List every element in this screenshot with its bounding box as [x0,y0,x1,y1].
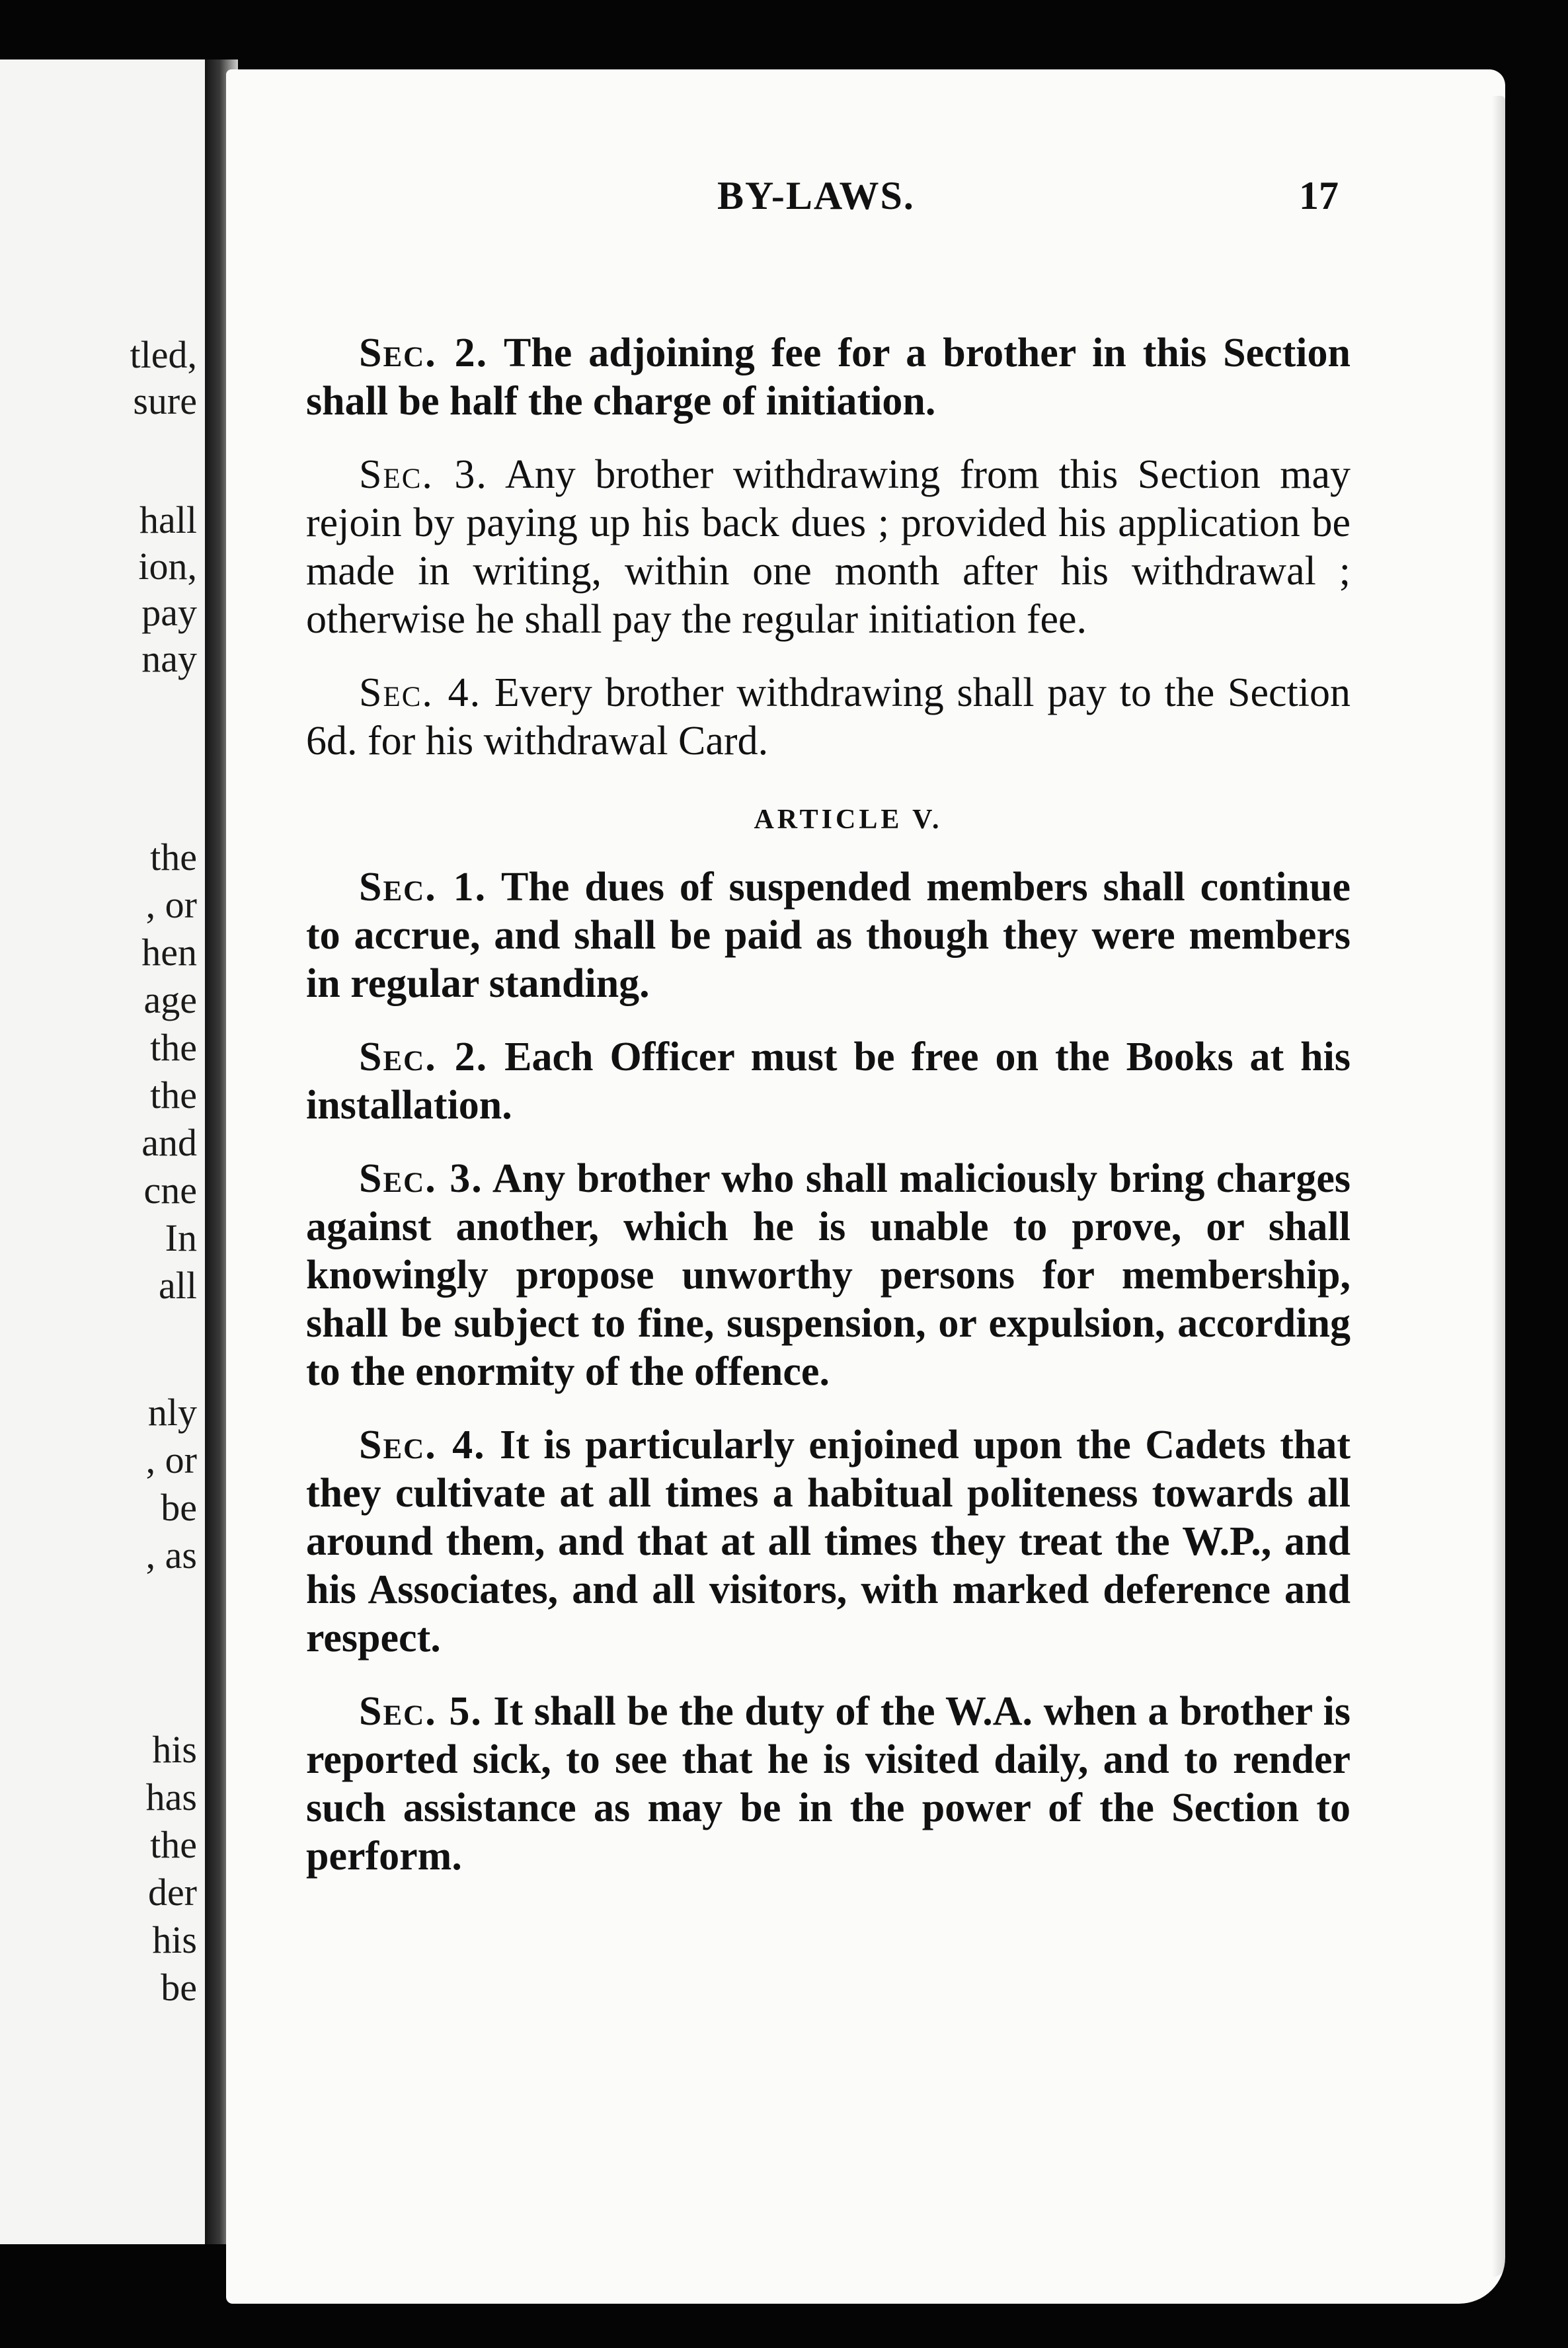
section-text: Any brother withdrawing from this Section may rejoin by paying up his back dues ; provided his application be made in writing, within one month after his withdrawal ; otherwise he shall pay the regular initiation fee. [306,452,1351,642]
left-page-fragment: , or [145,1438,197,1481]
section-paragraph [306,329,1351,426]
section-text: The dues of suspended members shall continue to accrue, and shall be paid as though they were members in regular standing. [306,865,1351,1006]
left-page-fragment: all [159,1264,197,1307]
section-label: Sec. 5. [359,1689,483,1734]
section-label: Sec. 2. [359,331,489,375]
left-page-fragment: cne [143,1169,197,1212]
section-paragraph [306,1033,1351,1130]
section-text: Every brother withdrawing shall pay to the Section 6d. for his withdrawal Card. [306,670,1351,763]
section-text: It shall be the duty of the W.A. when a brother is reported sick, to see that he is visited daily, and to render such assistance as may be in the power of the Section to perform. [306,1689,1351,1879]
left-page-fragment: In [165,1216,197,1259]
left-page-fragment: nay [141,637,197,680]
left-page-edge [0,59,208,2244]
left-page-fragment: der [147,1871,197,1914]
section-label: Sec. 3. [359,1156,483,1201]
section-paragraph [306,1155,1351,1396]
section-label: Sec. 4. [359,670,482,715]
section-paragraph [306,451,1351,644]
left-page-fragment: age [143,978,197,1021]
left-page-fragment: tled, [130,333,197,376]
left-page-fragment: his [152,1918,197,1961]
section-text: Each Officer must be free on the Books at his installation. [306,1035,1351,1128]
section-paragraph [306,1688,1351,1881]
left-page-fragment: hall [139,498,197,541]
section-label: Sec. 4. [359,1423,486,1468]
section-paragraph [306,669,1351,765]
page-number: 17 [1299,174,1339,217]
section-label: Sec. 1. [359,865,487,910]
running-head: BY-LAWS. [717,174,915,217]
left-page-fragment: the [150,836,197,879]
left-page-fragment: sure [133,379,197,422]
left-page-fragment: be [161,1486,197,1529]
left-page-fragment: and [141,1121,197,1164]
section-text: It is particularly enjoined upon the Cadets that they cultivate at all times a habitual politeness towards all around them, and that at all times they treat the W.P., and his Associates, and all visitors, with marked deference and respect. [306,1423,1351,1661]
left-page-fragment: ion, [138,545,197,588]
page-body [306,329,1351,1906]
section-text: The adjoining fee for a brother in this Section shall be half the charge of initiation. [306,331,1351,424]
left-page-fragment: the [150,1823,197,1866]
section-label: Sec. 2. [359,1035,489,1079]
left-page-fragment: , or [145,883,197,926]
left-page-fragment: his [152,1728,197,1771]
section-paragraph [306,863,1351,1008]
section-label: Sec. 3. [359,452,488,497]
left-page-fragment: , as [145,1534,197,1577]
section-text: Any brother who shall maliciously bring charges against another, which he is unable to prove, or shall knowingly propose unworthy persons for membership, shall be subject to fine, suspension, or expulsion, according to the enormity of the offence. [306,1156,1351,1394]
section-paragraph [306,1421,1351,1663]
left-page-fragment: nly [147,1391,197,1434]
left-page-fragment: pay [141,591,197,634]
left-page-fragment: be [161,1966,197,2009]
left-page-fragment: the [150,1074,197,1116]
left-page-fragment: has [145,1776,197,1819]
left-page-fragment: hen [141,931,197,974]
article-heading: ARTICLE V. [754,804,943,835]
left-page-fragment: the [150,1026,197,1069]
